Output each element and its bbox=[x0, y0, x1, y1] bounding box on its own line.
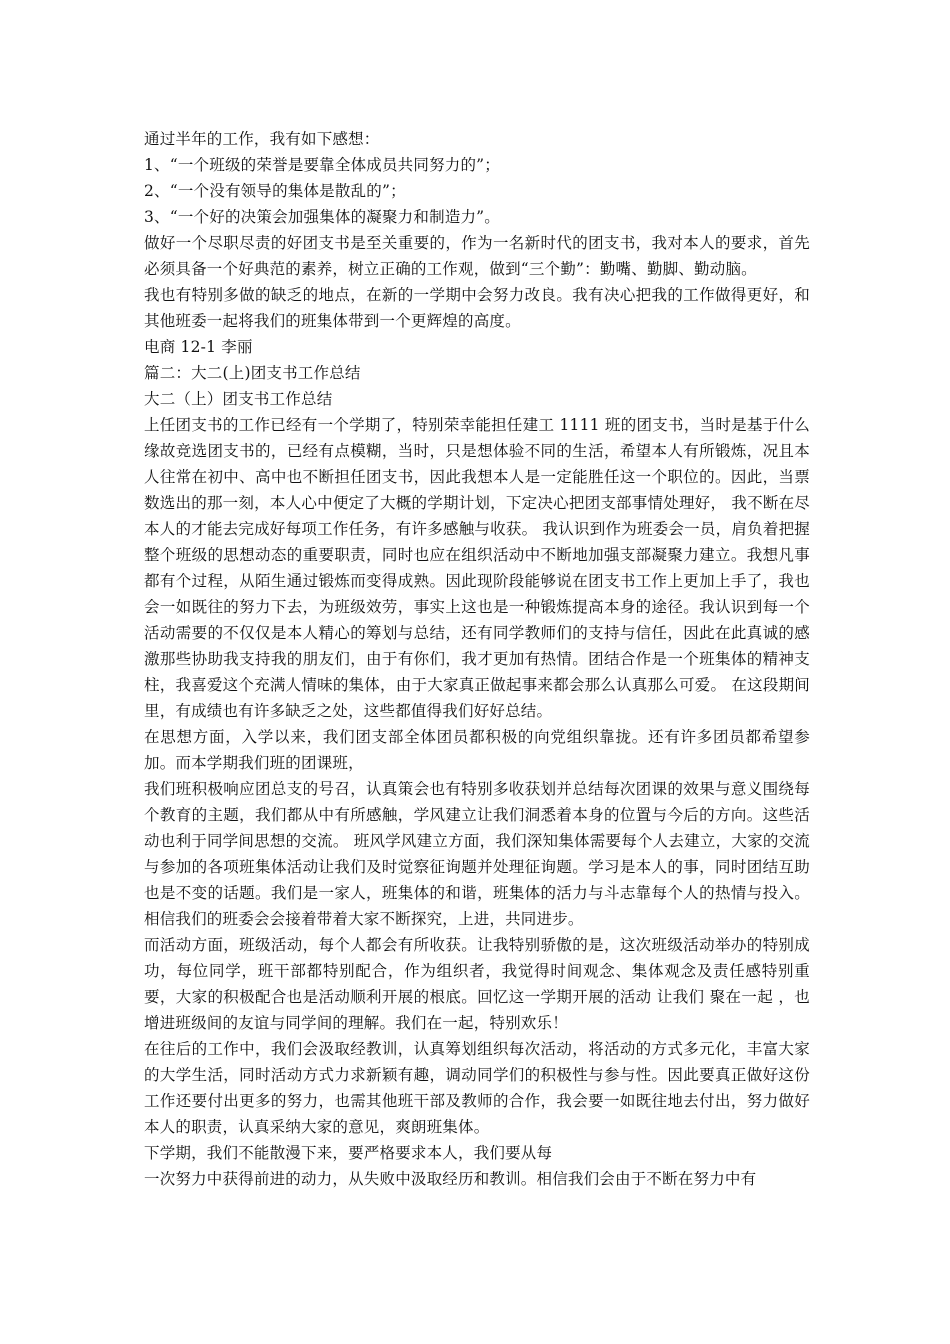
list-item-1: 1、“一个班级的荣誉是要靠全体成员共同努力的”； bbox=[144, 156, 501, 174]
paragraph-body: 在往后的工作中，我们会汲取经教训，认真筹划组织每次活动，将活动的方式多元化，丰富大家的大学生活，同时活动方式力求新颖有趣，调动同学们的积极性与参与性。因此要真正做好这份工作还要付出更多的努力，也需其他班干部及教师的合作，我会要一如既往地去付出，努力做好本人的职责，认真采纳大家的意见，爽朗班集体。 bbox=[144, 1040, 810, 1136]
paragraph-intro: 通过半年的工作，我有如下感想： bbox=[144, 130, 380, 148]
document-title: 大二（上）团支书工作总结 bbox=[144, 390, 333, 408]
paragraph-body: 上任团支书的工作已经有一个学期了，特别荣幸能担任建工 1111 班的团支书，当时是基于什么缘故竞选团支书的，已经有点模糊，当时，只是想体验不同的生活，希望本人有所锻炼，况且本人往常在初中、高中也不断担任团支书，因此我想本人是一定能胜任这一个职位的。因此，当票数选出的那一刻，本人心中便定了大概的学期计划，下定决心把团支部事情处理好， 我不断在尽本人的才能去完成好每项工作任务，有许多感触与收获。 我认识到作为班委会一员，肩负着把握整个班级的思想动态的重要职责，同时也应在组织活动中不断地加强支部凝聚力建立。我想凡事都有个过程，从陌生通过锻炼而变得成熟。因此现阶段能够说在团支书工作上更加上手了，我也会一如既往的努力下去，为班级效劳，事实上这也是一种锻炼提高本身的途径。我认识到每一个活动需要的不仅仅是本人精心的筹划与总结，还有同学教师们的支持与信任，因此在此真诚的感激那些协助我支持我的朋友们，由于有你们，我才更加有热情。团结合作是一个班集体的精神支柱，我喜爱这个充满人情味的集体，由于大家真正做起事来都会那么认真那么可爱。 在这段期间里，有成绩也有许多缺乏之处，这些都值得我们好好总结。 bbox=[144, 416, 810, 720]
paragraph-body: 我们班积极响应团总支的号召，认真策会也有特别多收获划并总结每次团课的效果与意义围绕每个教育的主题，我们都从中有所感触，学风建立让我们洞悉着本身的位置与今后的方向。这些活动也利于同学间思想的交流。 班风学风建立方面，我们深知集体需要每个人去建立，大家的交流与参加的各项班集体活动让我们及时觉察征询题并处理征询题。学习是本人的事，同时团结互助也是不变的话题。我们是一家人，班集体的和谐，班集体的活力与斗志靠每个人的热情与投入。相信我们的班委会会接着带着大家不断探究，上进，共同进步。 bbox=[144, 780, 810, 928]
signature-line: 电商 12-1 李丽 bbox=[144, 338, 253, 356]
paragraph-body: 而活动方面，班级活动，每个人都会有所收获。让我特别骄傲的是，这次班级活动举办的特别成功，每位同学，班干部都特别配合，作为组织者，我觉得时间观念、集体观念及责任感特别重要，大家的积极配合也是活动顺利开展的根底。回忆这一学期开展的活动 让我们 聚在一起 ，也增进班级间的友谊与同学间的理解。我们在一起，特别欢乐！ bbox=[144, 936, 810, 1032]
paragraph-body: 做好一个尽职尽责的好团支书是至关重要的，作为一名新时代的团支书，我对本人的要求，首先必须具备一个好典范的素养，树立正确的工作观，做到“三个勤”：勤嘴、勤脚、勤动脑。 bbox=[144, 234, 810, 278]
paragraph-body: 我也有特别多做的缺乏的地点，在新的一学期中会努力改良。我有决心把我的工作做得更好，和其他班委一起将我们的班集体带到一个更辉煌的高度。 bbox=[144, 286, 810, 330]
list-item-2: 2、“一个没有领导的集体是散乱的”； bbox=[144, 182, 406, 200]
document-body bbox=[144, 126, 810, 1192]
section-heading: 篇二：大二(上)团支书工作总结 bbox=[144, 364, 361, 382]
paragraph-body: 下学期，我们不能散漫下来，要严格要求本人，我们要从每 bbox=[144, 1144, 553, 1162]
list-item-3: 3、“一个好的决策会加强集体的凝聚力和制造力”。 bbox=[144, 208, 501, 226]
paragraph-body: 在思想方面，入学以来，我们团支部全体团员都积极的向党组织靠拢。还有许多团员都希望参加。而本学期我们班的团课班， bbox=[144, 728, 810, 772]
paragraph-body: 一次努力中获得前进的动力，从失败中汲取经历和教训。相信我们会由于不断在努力中有 bbox=[144, 1170, 757, 1188]
